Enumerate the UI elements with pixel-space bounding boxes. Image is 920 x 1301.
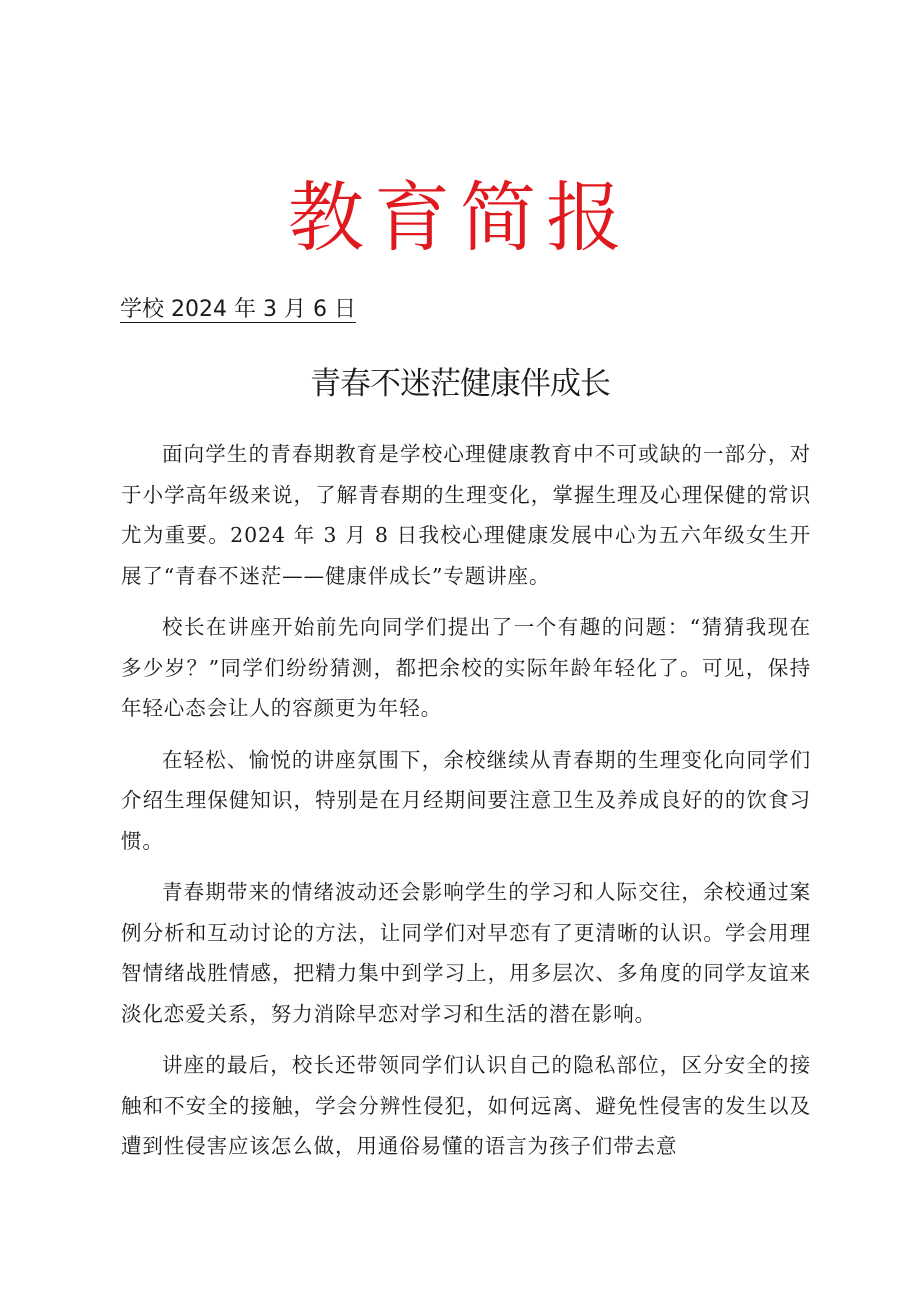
article-body [121,434,811,1178]
paragraph-5: 讲座的最后，校长还带领同学们认识自己的隐私部位，区分安全的接触和不安全的接触，学会分辨性侵犯，如何远离、避免性侵害的发生以及遭到性侵害应该怎么做，用通俗易懂的语言为孩子们带去意 [121,1053,811,1158]
article-headline: 青春不迷茫健康伴成长 [310,366,610,402]
dateline: 学校 2024 年 3 月 6 日 [120,297,356,322]
masthead-title: 教育简报 [288,173,632,262]
paragraph-3: 在轻松、愉悦的讲座氛围下，余校继续从青春期的生理变化向同学们介绍生理保健知识，特别是在月经期间要注意卫生及养成良好的的饮食习惯。 [121,747,811,853]
paragraph-4: 青春期带来的情绪波动还会影响学生的学习和人际交往，余校通过案例分析和互动讨论的方法，让同学们对早恋有了更清晰的认识。学会用理智情绪战胜情感，把精力集中到学习上，用多层次、多角度的同学友谊来淡化恋爱关系，努力消除早恋对学习和生活的潜在影响。 [121,880,811,1026]
paragraph-2: 校长在讲座开始前先向同学们提出了一个有趣的问题：“猜猜我现在多少岁？”同学们纷纷猜测，都把余校的实际年龄年轻化了。可见，保持年轻心态会让人的容颜更为年轻。 [121,615,811,720]
paragraph-1: 面向学生的青春期教育是学校心理健康教育中不可或缺的一部分，对于小学高年级来说，了解青春期的生理变化，掌握生理及心理保健的常识尤为重要。2024 年 3 月 8 日我校心理健康发展中心为五六年级女生开展了“青春不迷茫——健康伴成长”专题讲座。 [121,442,811,588]
